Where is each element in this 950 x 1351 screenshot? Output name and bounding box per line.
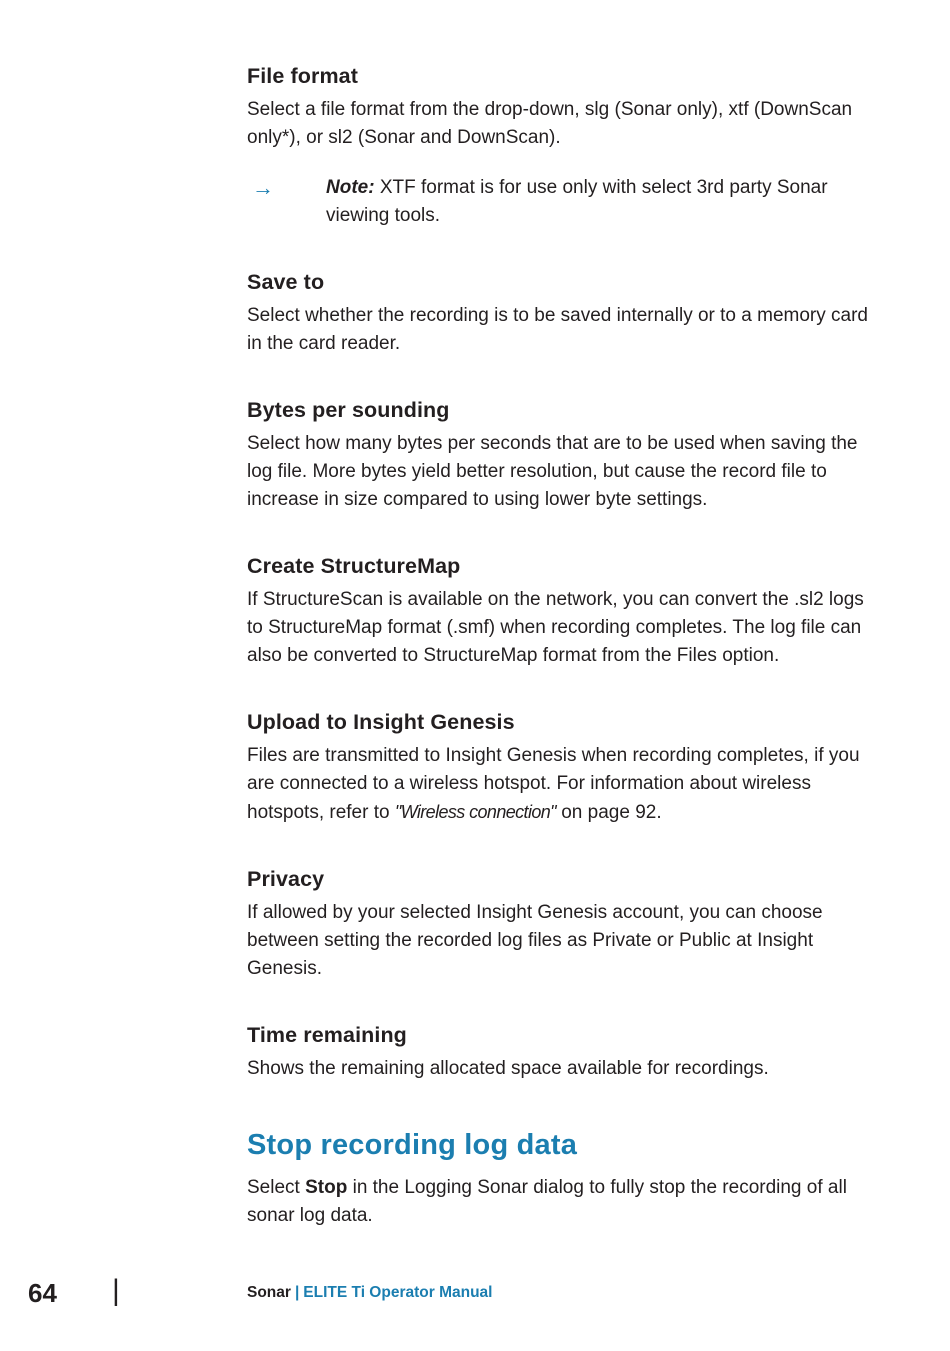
cross-reference-quote: "Wireless connection" — [394, 802, 556, 822]
section-heading: Upload to Insight Genesis — [247, 710, 515, 734]
section-body: Select how many bytes per seconds that are to be used when saving the log file. More bytes yield better resolution, but cause the record file to increase in size compared to using lower byte settings. — [247, 433, 858, 510]
page-content — [247, 64, 883, 1230]
section-file-format — [247, 64, 883, 230]
section-privacy — [247, 867, 883, 983]
footer-separator: | — [294, 1284, 300, 1301]
section-heading: Bytes per sounding — [247, 398, 450, 422]
note-block — [247, 174, 883, 230]
section-body: Select a file format from the drop-down, slg (Sonar only), xtf (DownScan only*), or sl2 (Sonar and DownScan). — [247, 99, 853, 148]
footer-chapter: Sonar — [247, 1284, 291, 1301]
section-body: If StructureScan is available on the network, you can convert the .sl2 logs to StructureMap format (.smf) when recording completes. The log file can also be converted to StructureMap format from the Files option. — [247, 589, 864, 666]
section-body — [247, 1174, 883, 1230]
section-heading: File format — [247, 64, 359, 88]
stop-keyword: Stop — [305, 1177, 348, 1198]
footer-divider: | — [112, 1274, 120, 1307]
note-body — [326, 174, 883, 230]
section-heading: Create StructureMap — [247, 554, 461, 578]
footer-doc-title: ELITE Ti Operator Manual — [303, 1284, 493, 1301]
section-body — [247, 742, 883, 827]
footer-title — [247, 1284, 492, 1302]
section-heading: Save to — [247, 270, 325, 294]
page-footer — [0, 1274, 950, 1314]
page-number: 64 — [28, 1278, 57, 1308]
section-heading: Privacy — [247, 867, 325, 891]
section-time-remaining — [247, 1023, 883, 1083]
body-part: on page 92. — [555, 802, 662, 823]
section-bytes-per-sounding — [247, 398, 883, 514]
section-save-to — [247, 270, 883, 358]
body-part: Files are transmitted to Insight Genesis when recording completes, if you are connected to a wireless hotspot. For information about wireless hotspots, refer to — [247, 745, 860, 823]
stop-recording-heading: Stop recording log data — [247, 1129, 578, 1161]
body-part: Select — [247, 1177, 306, 1198]
section-body: Select whether the recording is to be saved internally or to a memory card in the card reader. — [247, 305, 868, 354]
note-text: XTF format is for use only with select 3rd party Sonar viewing tools. — [326, 177, 828, 226]
section-stop-recording — [247, 1129, 883, 1230]
section-create-structuremap — [247, 554, 883, 670]
section-upload-insight-genesis — [247, 710, 883, 827]
section-heading: Time remaining — [247, 1023, 407, 1047]
section-body: Shows the remaining allocated space available for recordings. — [247, 1058, 769, 1079]
note-label: Note: — [326, 177, 375, 198]
body-part: in the Logging Sonar dialog to fully stop the recording of all sonar log data. — [247, 1177, 847, 1226]
note-arrow-icon: → — [252, 175, 274, 200]
section-body: If allowed by your selected Insight Genesis account, you can choose between setting the recorded log files as Private or Public at Insight Genesis. — [247, 902, 823, 979]
